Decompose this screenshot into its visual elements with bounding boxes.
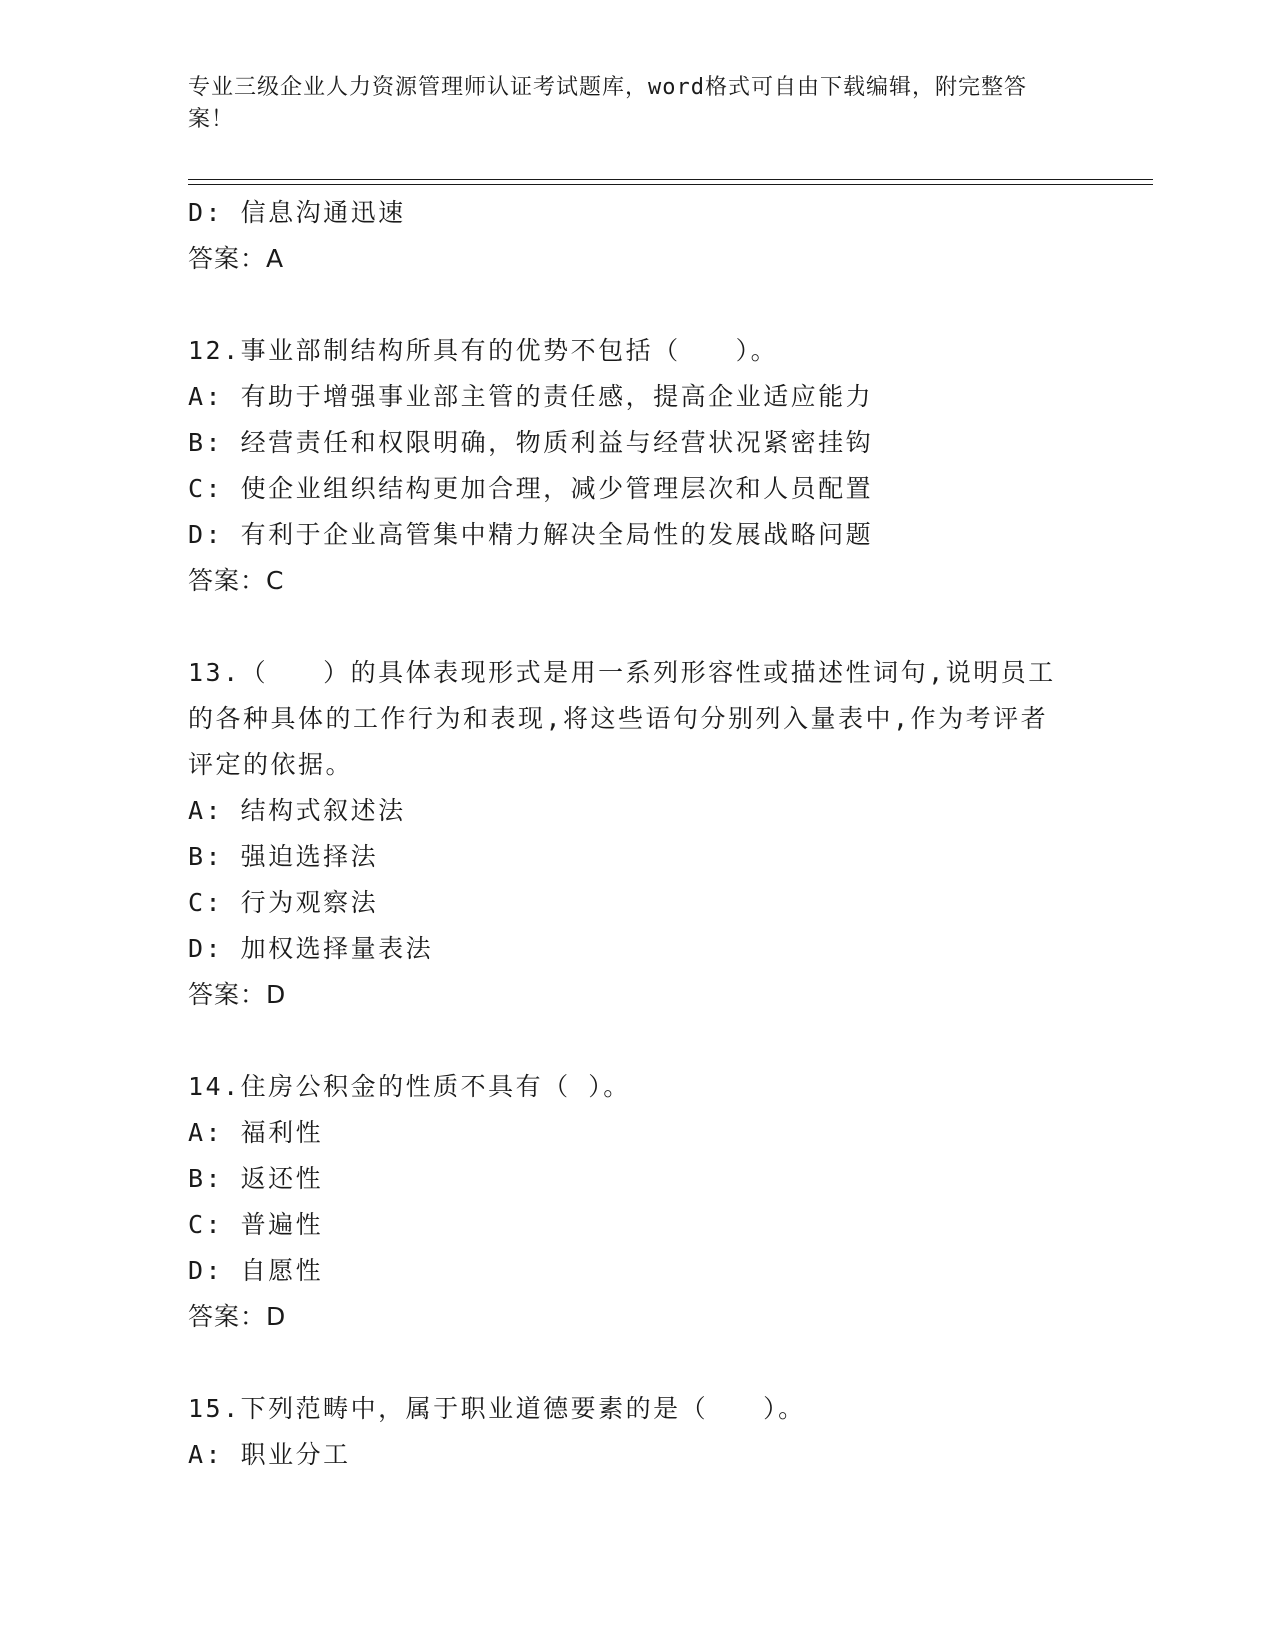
question-13-option-b: B: 强迫选择法 [188, 842, 379, 871]
question-13-option-a: A: 结构式叙述法 [188, 796, 406, 825]
header-rule-top [188, 179, 1153, 180]
header-rule-bottom [188, 184, 1153, 185]
question-13 [188, 650, 1068, 1018]
question-14-option-d: D: 自愿性 [188, 1256, 324, 1285]
question-13-option-d: D: 加权选择量表法 [188, 934, 434, 963]
question-14 [188, 1064, 1068, 1340]
question-content [188, 190, 1068, 1478]
question-12-option-b: B: 经营责任和权限明确，物质利益与经营状况紧密挂钩 [188, 428, 874, 457]
spacer [188, 282, 1068, 328]
question-12-option-c: C: 使企业组织结构更加合理，减少管理层次和人员配置 [188, 474, 874, 503]
question-15 [188, 1386, 1068, 1478]
prev-option-d: D: 信息沟通迅速 [188, 198, 406, 227]
question-14-answer: 答案：D [188, 1302, 287, 1331]
question-12 [188, 328, 1068, 604]
question-14-option-a: A: 福利性 [188, 1118, 324, 1147]
question-14-option-c: C: 普遍性 [188, 1210, 324, 1239]
spacer [188, 1340, 1068, 1386]
spacer [188, 604, 1068, 650]
question-12-option-a: A: 有助于增强事业部主管的责任感，提高企业适应能力 [188, 382, 874, 411]
question-15-option-a: A: 职业分工 [188, 1440, 351, 1469]
question-14-option-b: B: 返还性 [188, 1164, 324, 1193]
question-12-answer: 答案：C [188, 566, 285, 595]
spacer [188, 1018, 1068, 1064]
document-header: 专业三级企业人力资源管理师认证考试题库，word格式可自由下载编辑，附完整答案！ [188, 75, 1027, 132]
question-13-answer: 答案：D [188, 980, 287, 1009]
question-14-stem: 14.住房公积金的性质不具有（ ）。 [188, 1072, 631, 1101]
question-12-option-d: D: 有利于企业高管集中精力解决全局性的发展战略问题 [188, 520, 874, 549]
question-12-stem: 12.事业部制结构所具有的优势不包括（ ）。 [188, 336, 779, 365]
question-13-stem: 13.（ ）的具体表现形式是用一系列形容性或描述性词句,说明员工的各种具体的工作行为和表现,将这些语句分别列入量表中,作为考评者评定的依据。 [188, 658, 1056, 779]
question-13-option-c: C: 行为观察法 [188, 888, 379, 917]
prev-answer: 答案：A [188, 244, 285, 273]
question-15-stem: 15.下列范畴中，属于职业道德要素的是（ ）。 [188, 1394, 806, 1423]
